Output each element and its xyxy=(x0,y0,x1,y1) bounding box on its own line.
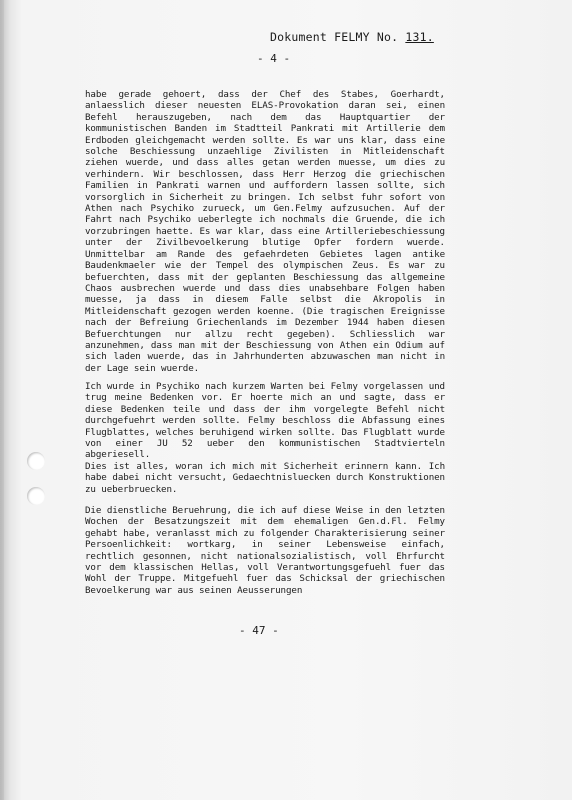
document-number: 131. xyxy=(405,30,434,44)
punch-hole xyxy=(27,452,45,470)
paragraph: habe gerade gehoert, dass der Chef des Stabes, Goerhardt, anlaesslich dieser neuesten ELAS-Provokation daran sei, einen Befehl herauszugeben, nach dem das Hauptquartier der kommunistischen Banden im Stadtteil Pankrati mit Artillerie dem Erdboden gleichgemacht werden sollte. Es war uns klar, dass eine solche Beschiessung unzaehlige Zivilisten in Mitleidenschaft ziehen wuerde, und dass alles getan werden muesse, um dies zu verhindern. Wir beschlossen, dass Herr Herzog die griechischen Familien in Pankrati warnen und auffordern lassen sollte, sich vorsorglich in Sicherheit zu bringen. Ich selbst fuhr sofort von Athen nach Psychiko zurueck, um Gen.Felmy aufzusuchen. Auf der Fahrt nach Psychiko ueberlegte ich nochmals die Gruende, die ich vorzubringen haette. Es war klar, dass eine Artilleriebeschiessung unter der Zivilbevoelkerung blutige Opfer fordern wuerde. Unmittelbar am Rande des gefaehrdeten Gebietes lagen antike Baudenkmaeler wie der Tempel des olympischen Zeus. Es war zu befuerchten, dass mit der geplanten Beschiessung das allgemeine Chaos ausbrechen wuerde und dass dies unabsehbare Folgen haben muesse, ja dass in diesem Falle selbst die Akropolis in Mitleidenschaft gezogen werden koenne. (Die tragischen Ereignisse nach der Befreiung Griechenlands im Dezember 1944 haben diesen Befuerchtungen nur allzu recht gegeben). Schliesslich war anzunehmen, dass man mit der Beschiessung von Athen ein Odium auf sich laden wuerde, das in Jahrhunderten abzuwaschen man nicht in der Lage sein wuerde. xyxy=(85,89,445,374)
paragraph: Ich wurde in Psychiko nach kurzem Warten bei Felmy vorgelassen und trug meine Bedenken vor. Er hoerte mich an und sagte, dass er diese Bedenken teile und dass der ihm vorgelegte Befehl nicht durchgefuehrt werden sollte. Felmy beschloss die Abfassung eines Flugblattes, welches beruhigend wirken sollte. Das Flugblatt wurde von einer JU 52 ueber den kommunistischen Stadtvierteln abgeriesell. xyxy=(85,381,445,461)
paragraph: Dies ist alles, woran ich mich mit Sicherheit erinnern kann. Ich habe dabei nicht versucht, Gedaechtnisluecken durch Konstruktionen zu ueberbruecken. xyxy=(85,461,445,495)
page-number-bottom: - 47 - xyxy=(239,624,279,637)
document-label: Dokument FELMY No. xyxy=(270,30,399,44)
paragraph-block xyxy=(85,505,445,596)
document-header xyxy=(270,30,434,44)
paragraph-block xyxy=(85,461,445,495)
paragraph: Die dienstliche Beruehrung, die ich auf diese Weise in den letzten Wochen der Besatzungszeit mit dem ehemaligen Gen.d.Fl. Felmy gehabt habe, veranlasst mich zu folgender Charakterisierung seiner Persoenlichkeit: wortkarg, in seiner Lebensweise einfach, rechtlich gesonnen, nicht nationalsozialistisch, voll Ehrfurcht vor dem klassischen Hellas, voll Verantwortungsgefuehl fuer das Wohl der Truppe. Mitgefuehl fuer das Schicksal der griechischen Bevoelkerung war aus seinen Aeusserungen xyxy=(85,505,445,596)
scan-edge-shadow xyxy=(0,0,4,800)
page-number-top: - 4 - xyxy=(257,52,291,65)
paragraph-block xyxy=(85,89,445,374)
paragraph-block xyxy=(85,381,445,461)
punch-hole xyxy=(27,487,45,505)
